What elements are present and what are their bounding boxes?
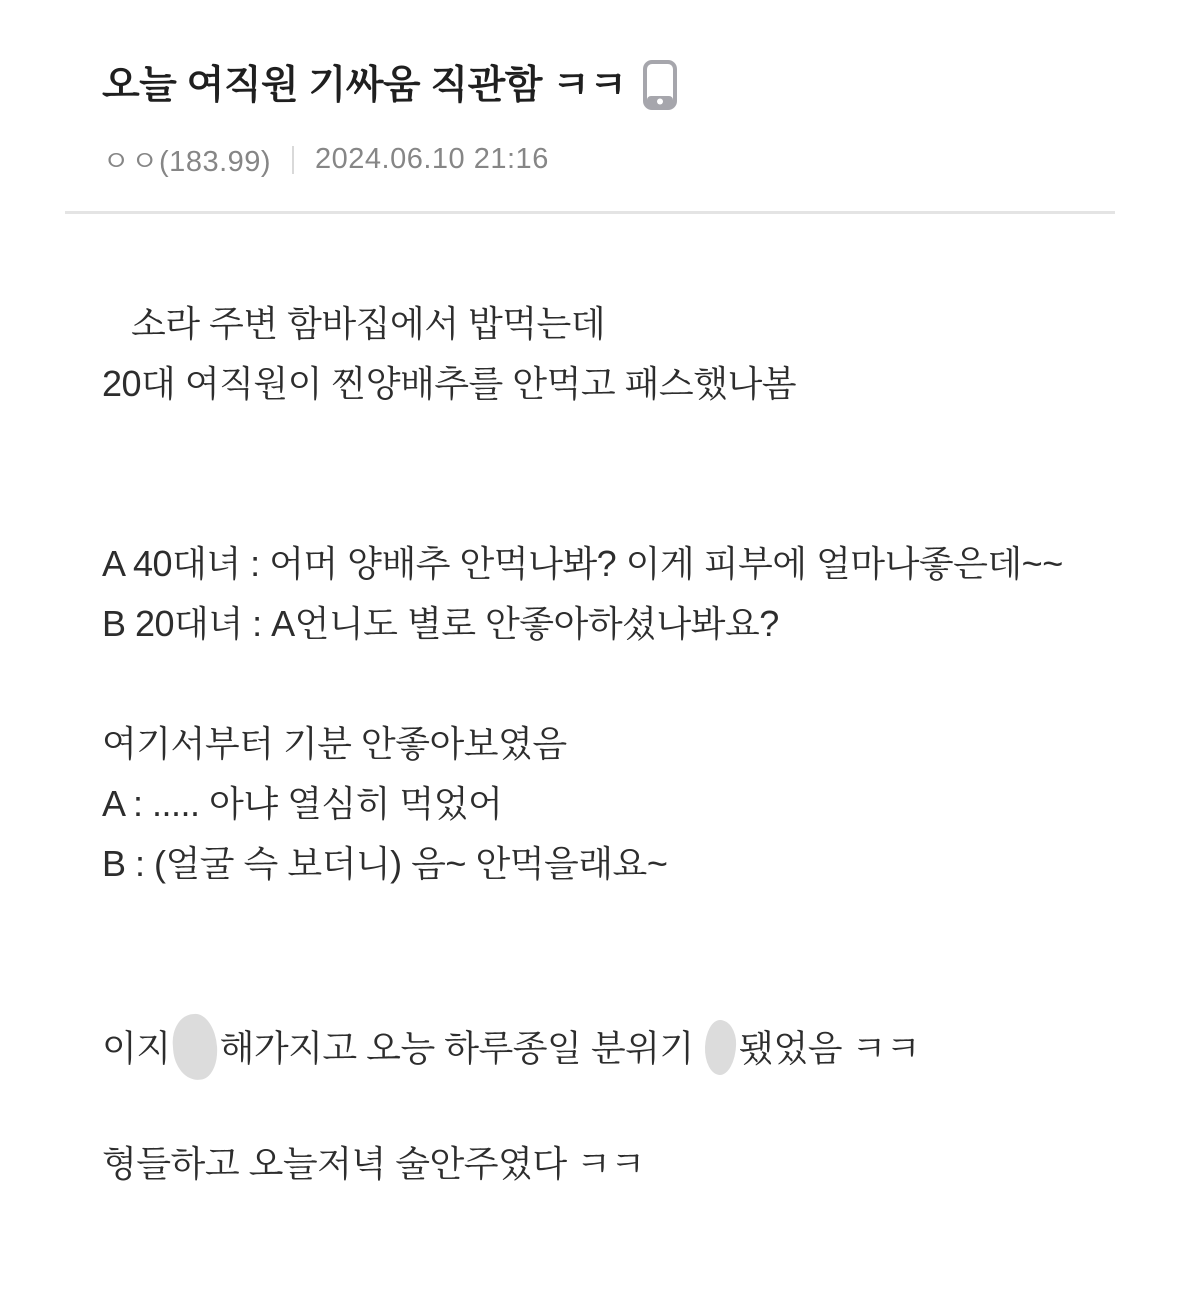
body-line: 20대 여직원이 찐양배추를 안먹고 패스했나봄	[102, 363, 797, 404]
post-author[interactable]: ㅇㅇ(183.99)	[102, 146, 272, 178]
body-line	[102, 1014, 1119, 1074]
body-line: B : (얼굴 슥 보더니) 음~ 안먹을래요~	[102, 843, 668, 884]
body-line: A : ..... 아냐 열심히 먹었어	[102, 783, 503, 824]
body-text-segment: 해가지고 오능 하루종일 분위기	[219, 1027, 704, 1069]
post-header	[102, 58, 1119, 115]
post-title: 오늘 여직원 기싸움 직관함 ㅋㅋ	[102, 64, 627, 108]
body-blank-line	[102, 474, 1119, 534]
censored-word-blob	[170, 1013, 218, 1082]
body-blank-line	[102, 654, 1119, 714]
body-blank-line	[102, 414, 1119, 474]
body-blank-line	[102, 1074, 1119, 1134]
body-line: 소라 주변 함바집에서 밥먹는데	[131, 303, 606, 344]
body-blank-line	[102, 894, 1119, 954]
header-divider	[65, 211, 1115, 214]
censored-word-blob	[704, 1019, 737, 1075]
mobile-phone-icon	[643, 60, 677, 115]
post-meta	[102, 139, 1119, 180]
post-date: 2024.06.10 21:16	[315, 143, 549, 175]
body-text-segment: 됐었음 ㅋㅋ	[739, 1027, 921, 1069]
body-line: 형들하고 오늘저녁 술안주였다 ㅋㅋ	[102, 1143, 645, 1184]
body-line: B 20대녀 : A언니도 별로 안좋아하셨나봐요?	[102, 603, 779, 644]
body-line: 여기서부터 기분 안좋아보였음	[102, 723, 567, 764]
body-line: A 40대녀 : 어머 양배추 안먹나봐? 이게 피부에 얼마나좋은데~~	[102, 543, 1063, 584]
meta-separator	[292, 146, 294, 174]
body-blank-line	[102, 954, 1119, 1014]
body-text-segment: 이지	[102, 1027, 171, 1069]
post-body	[102, 294, 1119, 1194]
